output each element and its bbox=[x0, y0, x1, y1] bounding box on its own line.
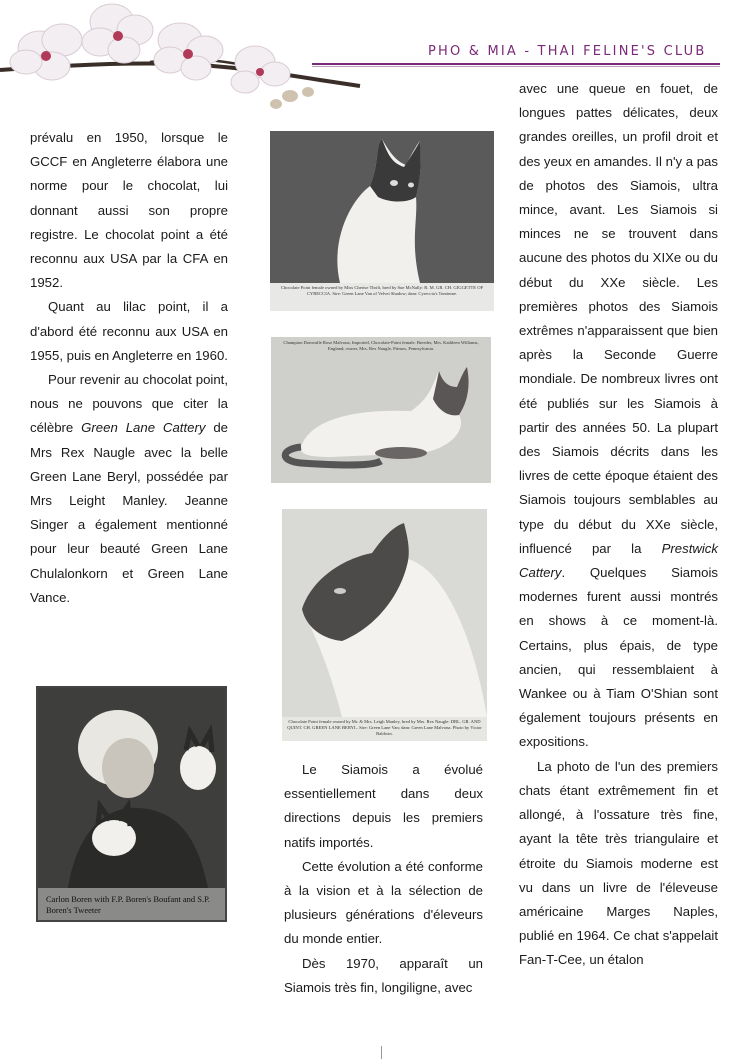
photo-caption: Champion Domvalle Rose Malvona, Imported, Chocolate-Point female. Breeder, Mrs. Kathleen Williams, England; owner, Mrs. Rex Naugle, Primos, Pennsylvania. bbox=[283, 340, 479, 351]
paragraph bbox=[519, 77, 718, 755]
paragraph: Le Siamois a évolué essentiellement dans deux directions depuis les premiers natifs importés. bbox=[284, 762, 483, 850]
photo-champion-domvalle bbox=[271, 337, 491, 483]
page-divider bbox=[381, 1046, 382, 1059]
paragraph: La photo de l'un des premiers chats étant extrêmement fin et allongé, à l'ossature très fine, ayant la tête très triangulaire et étroite du Siamois moderne est vu dans un livre de l'éleveuse américaine Marges Naples, publié en 1964. Ce chat s'appelait Fan-T-Cee, un étalon bbox=[519, 758, 718, 968]
text-column-middle bbox=[284, 758, 483, 1000]
text-column-right bbox=[519, 77, 718, 973]
paragraph: Cette évolution a été conforme à la vision et à la sélection de plusieurs générations d'éleveurs du monde entier. bbox=[284, 858, 483, 947]
text-run: de Mrs Rex Naugle avec la belle Green Lane Beryl, possédée par Mrs Leight Manley. Jeanne Singer a également mentionné pour leur beauté Green Lane Chulalonkorn et Green Lane Vance. bbox=[30, 420, 228, 605]
photo-caption: Chocolate Point female owned by Miss Cherise Thrift, bred by Sue McNally: R. M. GR. CH. GIGGETTE OF CYRECCIA. Sire: Green Lane Van of Velvet Shadow; dam: Cyreccia's Tontinine. bbox=[280, 285, 484, 296]
photo-caption: Chocolate Point female owned by Mr. & Mrs. Leigh Manley, bred by Mrs. Rex Naugle: DBL. GR. AND QUINT. CH. GREEN LANE BERYL. Sire: Green Lane Van; dam: Green Lane Malvona. Photo by Victor Baldwin. bbox=[287, 719, 482, 736]
text-column-left bbox=[30, 126, 228, 610]
photo-carlon-boren bbox=[36, 686, 227, 922]
header-title: PHO & MIA - THAI FELINE'S CLUB bbox=[428, 44, 707, 59]
header-rule bbox=[312, 63, 720, 65]
paragraph: Dès 1970, apparaît un Siamois très fin, longiligne, avec bbox=[284, 955, 483, 995]
photo-chocolate-point-female bbox=[270, 131, 494, 311]
cattery-name: Green Lane Cattery bbox=[81, 420, 206, 436]
photo-green-lane-beryl bbox=[282, 509, 487, 741]
text-run: Pour revenir au chocolat point, nous ne pouvons que citer la célèbre bbox=[30, 372, 228, 436]
photo-caption: Carlon Boren with F.P. Boren's Boufant and S.P. Boren's Tweeter bbox=[46, 894, 211, 915]
paragraph bbox=[30, 368, 228, 610]
text-run: avec une queue en fouet, de longues pattes délicates, deux grandes oreilles, un profil droit et des yeux en amandes. Il n'y a pas de photos des Siamois, ultra mince, avant. Les Siamois si minces ne se trouvent dans aucune des photos du XIXe ou du début du XXe siècle. Les premières photos des Siamois extrêmes n'apparaissent que bien après la Seconde Guerre mondiale. De nombreux livres ont été publiés sur les Siamois à partir des années 50. La plupart des Siamois décrits dans les livres de cette époque étaient des Siamois toujours semblables au type du début du XXe siècle, influencé par la bbox=[519, 81, 718, 556]
paragraph: Quant au lilac point, il a d'abord été reconnu aux USA en 1955, puis en Angleterre en 1960. bbox=[30, 299, 228, 363]
text-run: . Quelques Siamois modernes furent aussi montrés en shows à ce moment-là. Certains, plus épais, de type ancien, qui ressemblaient à Wankee ou à Tiam O'Shian sont également toujours présents en expositions. bbox=[519, 565, 718, 750]
orchid-decoration bbox=[0, 0, 380, 115]
cattery-name: Prestwick Cattery bbox=[519, 540, 718, 581]
paragraph: prévalu en 1950, lorsque le GCCF en Angleterre élabora une norme pour le chocolat, lui donnant aussi son propre registre. Le chocolat point a été reconnu aux USA par la CFA en 1952. bbox=[30, 130, 228, 291]
header-rule-thin bbox=[312, 66, 720, 67]
